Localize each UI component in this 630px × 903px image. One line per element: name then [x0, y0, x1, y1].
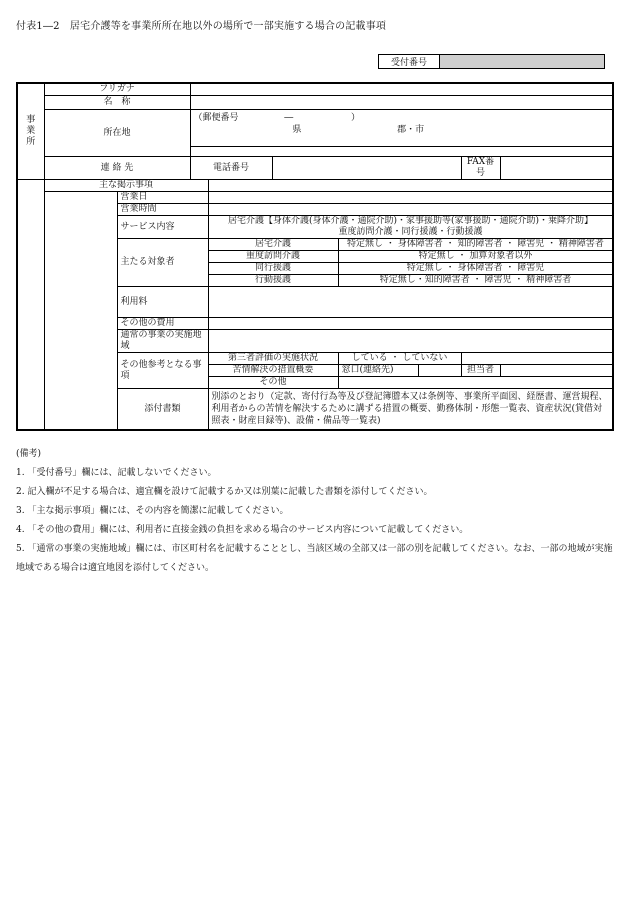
- furigana-label: フリガナ: [44, 83, 190, 96]
- office-section-label: 事 業 所: [17, 83, 44, 180]
- main-items-label: 主な掲示事項: [44, 180, 208, 192]
- third-party-eval-value[interactable]: している ・ していない: [338, 353, 461, 365]
- office-name-field[interactable]: [190, 96, 613, 110]
- note-item: 5. 「通常の事業の実施地域」欄には、市区町村名を記載することとし、当該区域の全部又は一部の別を記載してください。なお、一部の地域が実施地域である場合は適宜地図を添付してください。: [16, 544, 613, 573]
- fax-field[interactable]: [500, 157, 613, 180]
- notes-section: [16, 445, 614, 578]
- person-in-charge-field[interactable]: [500, 365, 613, 377]
- furigana-field[interactable]: [190, 83, 613, 96]
- fax-label: FAX番号: [461, 157, 500, 180]
- left-margin-cell: [17, 180, 44, 431]
- complaint-window-field[interactable]: [418, 365, 461, 377]
- service-line-2: 重度訪問介護・同行援護・行動援護: [338, 227, 483, 237]
- complaint-label: 苦情解決の措置概要: [208, 365, 338, 377]
- postal-dash: ―: [284, 113, 294, 123]
- fee-field[interactable]: [208, 287, 613, 318]
- target-value[interactable]: 特定無し ・ 身体障害者 ・ 知的障害者 ・ 障害児 ・ 精神障害者: [338, 239, 613, 251]
- target-value[interactable]: 特定無し・知的障害者 ・ 障害児 ・ 精神障害者: [338, 275, 613, 287]
- attachments-label: 添付書類: [117, 389, 208, 431]
- receipt-number-box: [378, 54, 605, 69]
- target-label: 主たる対象者: [117, 239, 208, 287]
- service-label: サービス内容: [117, 216, 208, 239]
- application-form-table: [16, 82, 614, 431]
- other-field[interactable]: [338, 377, 613, 389]
- inner-margin-cell: [44, 192, 117, 431]
- address-field[interactable]: [190, 110, 613, 147]
- notes-header: (備考): [16, 449, 42, 459]
- main-items-field[interactable]: [208, 180, 613, 192]
- target-name: 重度訪問介護: [208, 251, 338, 263]
- prefecture-label: 県: [292, 125, 302, 135]
- address-label: 所在地: [44, 110, 190, 157]
- complaint-window-label: 窓口(連絡先): [338, 365, 418, 377]
- business-hours-label: 営業時間: [117, 204, 208, 216]
- note-item: 1. 「受付番号」欄には、記載しないでください。: [16, 468, 217, 478]
- third-party-eval-label: 第三者評価の実施状況: [208, 353, 338, 365]
- fee-label: 利用料: [117, 287, 208, 318]
- phone-label: 電話番号: [190, 157, 272, 180]
- postal-label: （郵便番号: [193, 113, 239, 123]
- receipt-number-label: 受付番号: [379, 55, 440, 69]
- person-in-charge-label: 担当者: [461, 365, 500, 377]
- phone-field[interactable]: [272, 157, 461, 180]
- office-name-label: 名 称: [44, 96, 190, 110]
- note-item: 4. 「その他の費用」欄には、利用者に直接金銭の負担を求める場合のサービス内容について記載してください。: [16, 525, 469, 535]
- third-party-eval-blank[interactable]: [461, 353, 613, 365]
- other-label: その他: [208, 377, 338, 389]
- note-item: 2. 記入欄が不足する場合は、適宜欄を設けて記載するか又は別葉に記載した書類を添付してください。: [16, 487, 433, 497]
- other-fee-label: その他の費用: [117, 318, 208, 330]
- business-hours-field[interactable]: [208, 204, 613, 216]
- note-item: 3. 「主な掲示事項」欄には、その内容を簡潔に記載してください。: [16, 506, 289, 516]
- service-area-label: 通常の事業の実施地域: [117, 330, 208, 353]
- receipt-number-field: [440, 55, 605, 69]
- service-content: [208, 216, 613, 239]
- postal-close: ）: [351, 113, 361, 123]
- target-name: 同行援護: [208, 263, 338, 275]
- business-days-field[interactable]: [208, 192, 613, 204]
- target-name: 行動援護: [208, 275, 338, 287]
- reference-label: その他参考となる事項: [117, 353, 208, 389]
- target-name: 居宅介護: [208, 239, 338, 251]
- page-title: 付表1―2 居宅介護等を事業所所在地以外の場所で一部実施する場合の記載事項: [16, 21, 387, 32]
- attachments-text: 別添のとおり（定款、寄付行為等及び登記簿謄本又は条例等、事業所平面図、経歴書、運営規程、利用者からの苦情を解決するために講ずる措置の概要、勤務体制・形態一覧表、資産状況(貸借対照表・財産目録等)、設備・備品等一覧表): [208, 389, 613, 431]
- service-line-1: 居宅介護【身体介護(身体介護・通院介助)・家事援助等(家事援助・通院介助)・乗降介助】: [227, 216, 594, 226]
- contact-label: 連 絡 先: [44, 157, 190, 180]
- address-extra-line[interactable]: [190, 147, 613, 157]
- business-days-label: 営業日: [117, 192, 208, 204]
- city-label: 郡・市: [397, 125, 425, 135]
- other-fee-field[interactable]: [208, 318, 613, 330]
- target-value[interactable]: 特定無し ・ 加算対象者以外: [338, 251, 613, 263]
- service-area-field[interactable]: [208, 330, 613, 353]
- target-value[interactable]: 特定無し ・ 身体障害者 ・ 障害児: [338, 263, 613, 275]
